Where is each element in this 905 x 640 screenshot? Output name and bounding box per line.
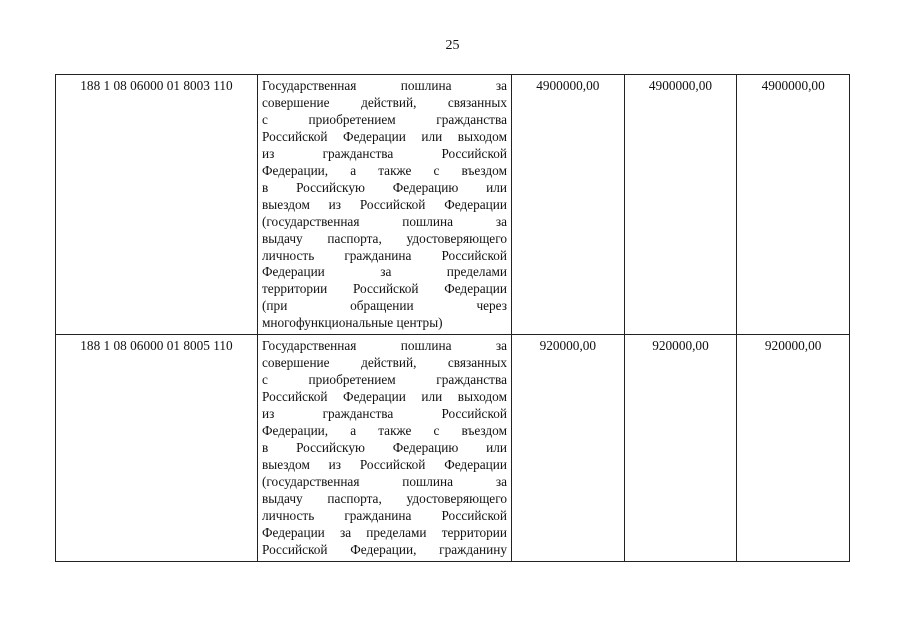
- description-line: Российской Федерации, гражданину: [262, 541, 507, 557]
- amount-year-1-cell: 4900000,00: [512, 75, 625, 335]
- description-line: (при обращении через: [262, 298, 507, 314]
- description-line: личность гражданина Российской: [262, 247, 507, 263]
- table-row: [56, 335, 850, 561]
- description-line: в Российскую Федерацию или: [262, 440, 507, 456]
- amount-year-1-cell: 920000,00: [512, 335, 625, 561]
- description-line: выдачу паспорта, удостоверяющего: [262, 490, 507, 506]
- description-line: территории Российской Федерации: [262, 281, 507, 297]
- description-line: выдачу паспорта, удостоверяющего: [262, 230, 507, 246]
- description-line: Российской Федерации или выходом: [262, 389, 507, 405]
- description-line: выездом из Российской Федерации: [262, 456, 507, 472]
- description-line: совершение действий, связанных: [262, 355, 507, 371]
- description-line: Федерации, а также с въездом: [262, 423, 507, 439]
- description-line: Государственная пошлина за: [262, 338, 507, 354]
- description-line: многофункциональные центры): [262, 315, 443, 331]
- amount-year-3-cell: 4900000,00: [737, 75, 850, 335]
- revenue-description-cell: [258, 75, 512, 335]
- description-line: выездом из Российской Федерации: [262, 196, 507, 212]
- description-line: Федерации за пределами: [262, 264, 507, 280]
- amount-year-2-cell: 4900000,00: [624, 75, 737, 335]
- revenue-code-cell: 188 1 08 06000 01 8003 110: [56, 75, 258, 335]
- description-line: личность гражданина Российской: [262, 507, 507, 523]
- description-line: с приобретением гражданства: [262, 111, 507, 127]
- table-row: [56, 75, 850, 335]
- page-number: 25: [445, 38, 460, 53]
- revenue-code-cell: 188 1 08 06000 01 8005 110: [56, 335, 258, 561]
- budget-revenue-table: [55, 74, 850, 562]
- description-line: с приобретением гражданства: [262, 372, 507, 388]
- description-line: (государственная пошлина за: [262, 213, 507, 229]
- description-line: в Российскую Федерацию или: [262, 179, 507, 195]
- revenue-description-cell: [258, 335, 512, 561]
- description-line: из гражданства Российской: [262, 406, 507, 422]
- description-line: (государственная пошлина за: [262, 473, 507, 489]
- amount-year-3-cell: 920000,00: [737, 335, 850, 561]
- description-line: Российской Федерации или выходом: [262, 128, 507, 144]
- amount-year-2-cell: 920000,00: [624, 335, 737, 561]
- description-line: Государственная пошлина за: [262, 78, 507, 93]
- description-line: Федерации, а также с въездом: [262, 162, 507, 178]
- description-line: Федерации за пределами территории: [262, 524, 507, 540]
- description-line: из гражданства Российской: [262, 145, 507, 161]
- description-line: совершение действий, связанных: [262, 94, 507, 110]
